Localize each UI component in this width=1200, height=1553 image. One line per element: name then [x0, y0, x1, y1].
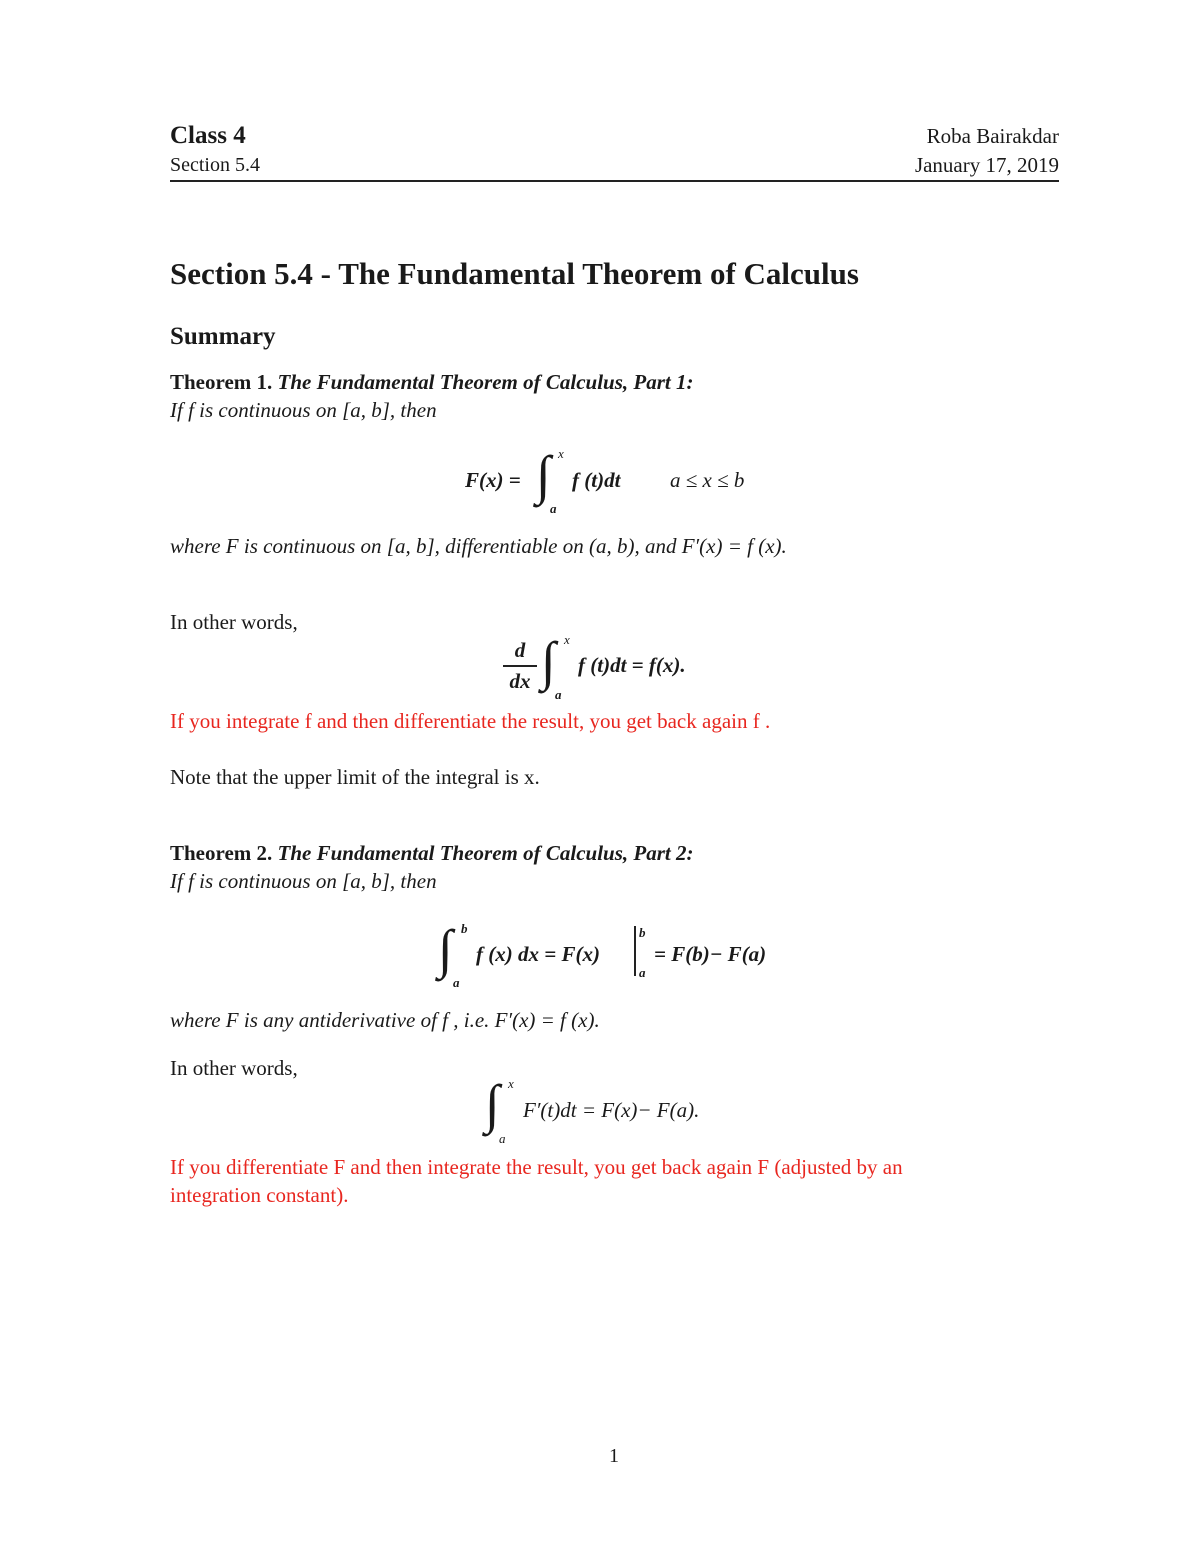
theorem1-name: The Fundamental Theorem of Calculus, Part 1:	[277, 370, 694, 394]
eq-rhs: = F(b)− F(a)	[654, 942, 767, 966]
eq-lhs: F(x) =	[465, 468, 521, 492]
upper-limit: x	[508, 1076, 514, 1091]
lower-limit: a	[499, 1131, 506, 1146]
upper-limit: b	[461, 921, 468, 936]
class-title: Class 4	[170, 122, 246, 149]
theorem1-note: Note that the upper limit of the integral is x.	[170, 765, 540, 789]
author-name: Roba Bairakdar	[926, 124, 1059, 148]
page-title: Section 5.4 - The Fundamental Theorem of Calculus	[170, 256, 859, 291]
eq-body: f (t)dt = f(x).	[578, 653, 686, 677]
eq-body: F′(t)dt = F(x)− F(a).	[523, 1098, 700, 1122]
theorem1-heading	[170, 372, 693, 393]
section-label: Section 5.4	[170, 154, 260, 176]
eq-condition: a ≤ x ≤ b	[670, 468, 745, 492]
theorem2-highlight-line2: integration constant).	[170, 1183, 349, 1207]
derivative-fraction	[503, 640, 537, 692]
fraction-numerator: d	[514, 638, 526, 662]
theorem1-hypothesis: If f is continuous on [a, b], then	[170, 398, 437, 422]
integral-sign: ∫	[438, 919, 453, 979]
theorem2-heading	[170, 843, 693, 864]
theorem1-label: Theorem 1.	[170, 370, 273, 394]
lower-limit: a	[453, 975, 460, 990]
evaluation-bar	[634, 926, 636, 976]
summary-heading: Summary	[170, 323, 276, 350]
in-other-words-1: In other words,	[170, 610, 298, 634]
in-other-words-2: In other words,	[170, 1056, 298, 1080]
eq-body: f (x) dx = F(x)	[476, 942, 600, 966]
integral-sign: ∫	[485, 1074, 500, 1134]
theorem2-conclusion: where F is any antiderivative of f , i.e. F′(x) = f (x).	[170, 1008, 600, 1032]
lower-limit: a	[555, 687, 562, 702]
upper-limit: x	[564, 632, 570, 647]
theorem2-label: Theorem 2.	[170, 841, 273, 865]
integral-sign: ∫	[541, 631, 556, 691]
upper-limit: x	[558, 446, 564, 461]
fraction-bar	[503, 665, 537, 667]
header-rule	[170, 180, 1059, 182]
theorem2-name: The Fundamental Theorem of Calculus, Part 2:	[277, 841, 694, 865]
date: January 17, 2019	[914, 153, 1059, 177]
theorem2-hypothesis: If f is continuous on [a, b], then	[170, 869, 437, 893]
page-number: 1	[609, 1445, 619, 1467]
theorem1-conclusion: where F is continuous on [a, b], differentiable on (a, b), and F′(x) = f (x).	[170, 534, 787, 558]
integral-sign: ∫	[536, 445, 551, 505]
eq-body: f (t)dt	[572, 468, 621, 492]
theorem2-highlight-line1: If you differentiate F and then integrate the result, you get back again F (adjusted by an	[170, 1155, 903, 1179]
fraction-denominator: dx	[509, 668, 531, 693]
theorem1-highlight: If you integrate f and then differentiate the result, you get back again f .	[170, 709, 771, 733]
eval-lower: a	[639, 965, 646, 980]
eval-upper: b	[639, 925, 646, 940]
lower-limit: a	[550, 501, 557, 516]
